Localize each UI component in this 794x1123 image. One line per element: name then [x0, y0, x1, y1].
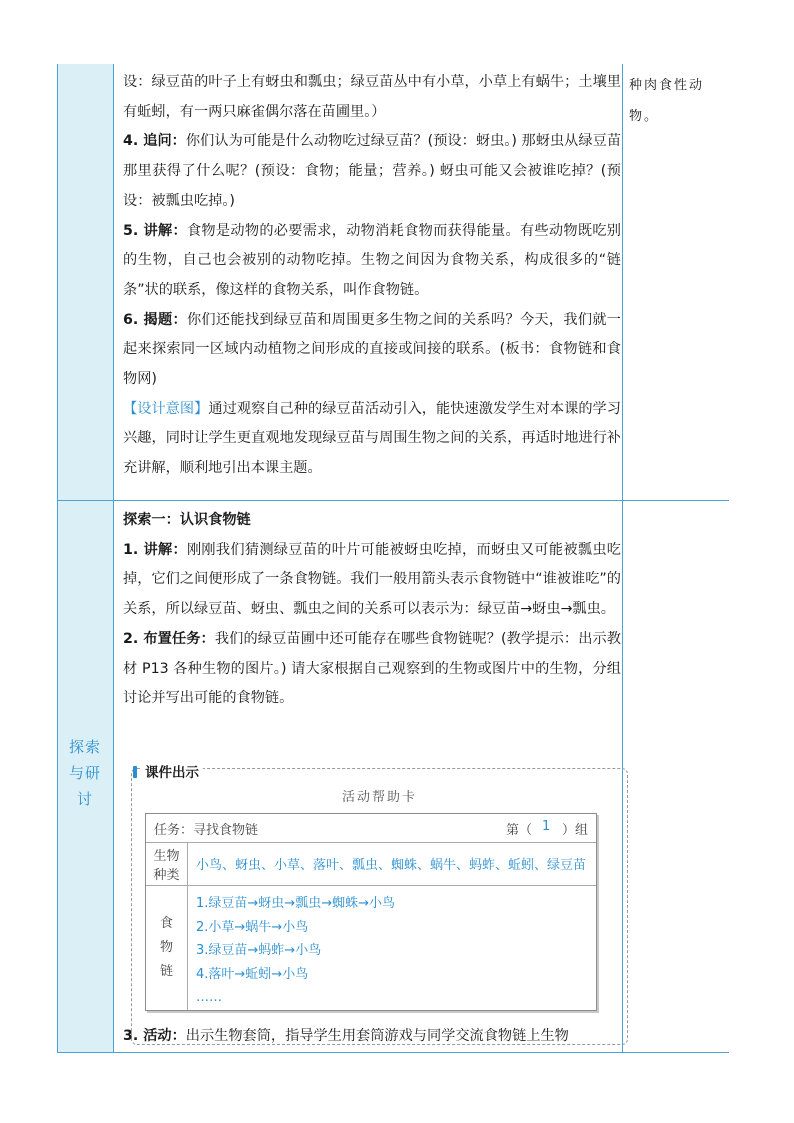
paragraph-design-intent: 【设计意图】通过观察自己种的绿豆苗活动引入，能快速激发学生对本课的学习兴趣，同时让学生更直观地发现绿豆苗与周围生物之间的关系，再适时地进行补充讲解，顺利地引出本课主题。 — [123, 400, 621, 477]
table-divider-1 — [113, 64, 114, 1053]
side-note: 种肉食性动物。 — [629, 78, 705, 124]
section-heading: 探索一：认识食物链 — [123, 512, 251, 528]
row-label-explore: 探索与研讨 — [69, 738, 102, 808]
helper-card-title: 活动帮助卡 — [341, 790, 417, 805]
chain-label-2: 物 — [159, 940, 173, 955]
group-number: 1 — [542, 819, 551, 834]
courseware-title-marker — [133, 766, 137, 778]
courseware-title: 课件出示 — [141, 761, 203, 781]
design-intent-tag: 【设计意图】 — [123, 400, 209, 417]
chain-item: 4.落叶→蚯蚓→小鸟 — [196, 966, 309, 982]
row2-content — [123, 506, 621, 714]
paragraph-lecture: 1. 讲解：刚刚我们猜测绿豆苗的叶片可能被蚜虫吃掉，而蚜虫又可能被瓢虫吃掉，它们之间便形成了一条食物链。我们一般用箭头表示食物链中“谁被谁吃”的关系，所以绿豆苗、蚜虫、瓢虫之间的关系可以表示为：绿豆苗→蚜虫→瓢虫。 — [123, 541, 621, 618]
lesson-table — [57, 64, 729, 1053]
chain-item: 1.绿豆苗→蚜虫→瓢虫→蜘蛛→小鸟 — [196, 896, 395, 911]
paragraph-activity: 3. 活动：出示生物套筒，指导学生用套筒游戏与同学交流食物链上生物 — [123, 1028, 569, 1044]
paragraph-assign-task: 2. 布置任务：我们的绿豆苗圃中还可能存在哪些食物链呢？(教学提示：出示教材 P13 各种生物的图片。) 请大家根据自己观察到的生物或图片中的生物，分组讨论并写出可能的食物链。 — [123, 630, 621, 707]
species-label-1: 生物 — [153, 849, 180, 864]
chain-item-ellipsis: …… — [196, 990, 222, 1005]
paragraph-intro: 设：绿豆苗的叶子上有蚜虫和瓢虫；绿豆苗丛中有小草，小草上有蜗牛；土壤里有蚯蚓，有一两只麻雀偶尔落在苗圃里。） — [123, 74, 621, 120]
helper-card — [145, 813, 597, 1011]
chain-item: 3.绿豆苗→蚂蚱→小鸟 — [196, 943, 322, 958]
species-label-2: 种类 — [153, 868, 180, 883]
task-text: 寻找食物链 — [193, 823, 259, 838]
paragraph-reveal: 6. 揭题：你们还能找到绿豆苗和周围更多生物之间的关系吗？今天，我们就一起来探索同一区域内动植物之间形成的直接或间接的联系。(板书：食物链和食物网) — [123, 311, 621, 388]
chain-label-3: 链 — [159, 964, 173, 979]
chain-list — [196, 892, 395, 1010]
group-prefix: 第（ — [506, 823, 533, 838]
paragraph-explain: 5. 讲解：食物是动物的必要需求，动物消耗食物而获得能量。有些动物既吃别的生物，自己也会被别的动物吃掉。生物之间因为食物关系，构成很多的“链条”状的联系，像这样的食物关系，叫作食物链。 — [123, 222, 621, 298]
paragraph-ask: 4. 追问：你们认为可能是什么动物吃过绿豆苗？(预设：蚜虫。) 那蚜虫从绿豆苗那里获得了什么呢？(预设：食物；能量；营养。) 蚜虫可能又会被谁吃掉？(预设：被瓢虫吃掉。) — [123, 133, 622, 209]
card-task-row — [146, 814, 596, 843]
group-suffix: ）组 — [562, 823, 589, 838]
table-row-divider — [57, 500, 729, 501]
row1-content — [123, 68, 621, 484]
table-border-bottom — [57, 1052, 729, 1053]
species-list: 小鸟、蚜虫、小草、落叶、瓢虫、蜘蛛、蜗牛、蚂蚱、蚯蚓、绿豆苗 — [196, 858, 587, 873]
task-label: 任务： — [154, 823, 194, 838]
chain-item: 2.小草→蜗牛→小鸟 — [196, 919, 309, 935]
card-column-divider — [187, 843, 188, 1010]
table-border-left — [57, 64, 58, 1053]
chain-label-1: 食 — [159, 916, 173, 931]
card-chain-row — [146, 886, 596, 1010]
card-species-row — [146, 843, 596, 886]
label-cell-top — [57, 64, 113, 500]
